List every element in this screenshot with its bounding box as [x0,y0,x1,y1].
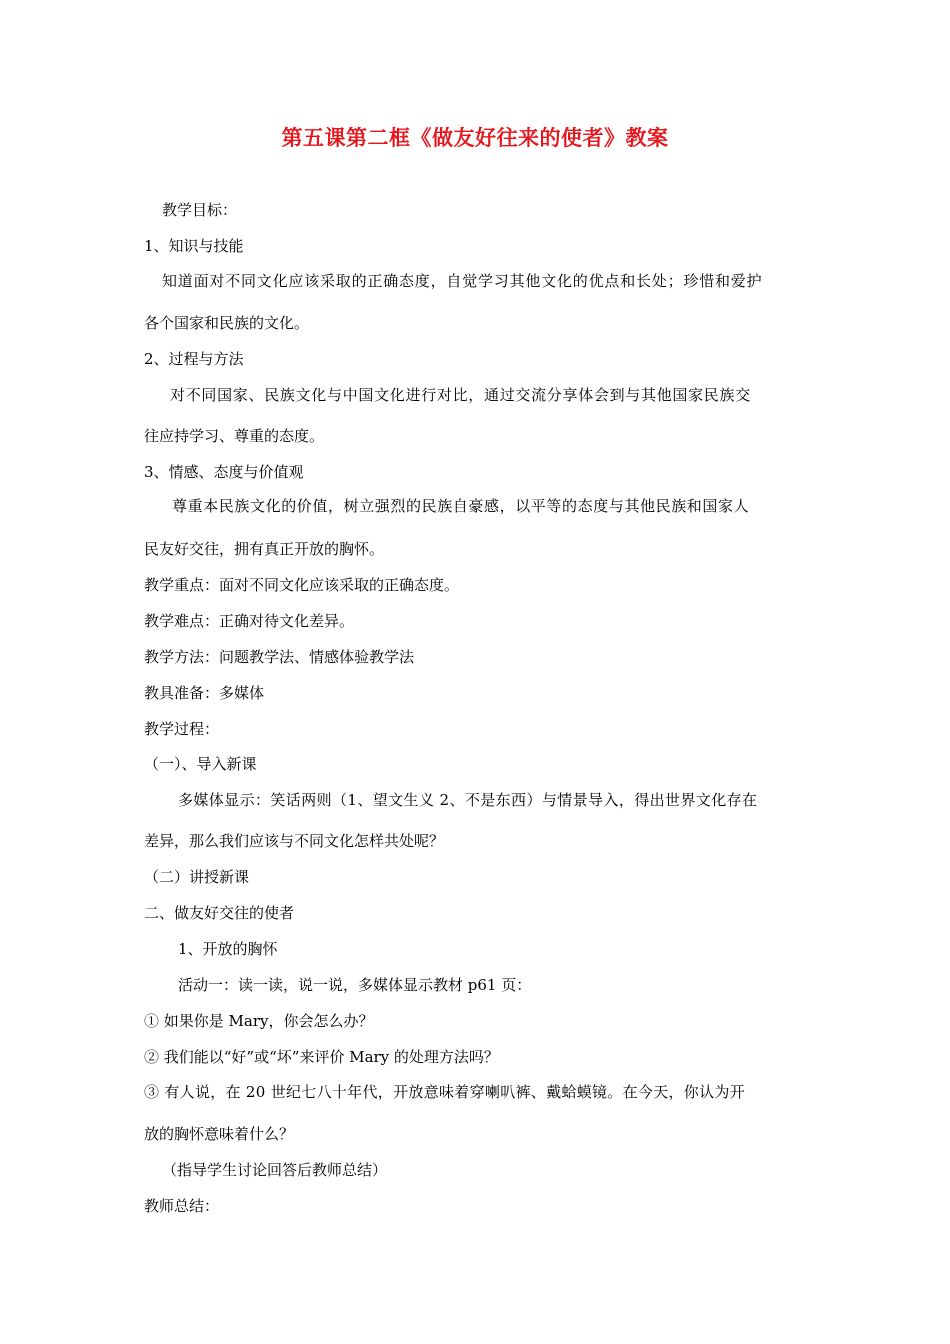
text-line: 多媒体显示：笑话两则（1、望文生义 2、不是东西）与情景导入，得出世界文化存在 [178,791,758,809]
text-line: 民友好交往，拥有真正开放的胸怀。 [144,540,385,558]
section-heading: （二）讲授新课 [144,868,250,886]
text-line: 各个国家和民族的文化。 [144,314,310,332]
text-line: 知道面对不同文化应该采取的正确态度，自觉学习其他文化的优点和长处；珍惜和爱护 [162,272,763,290]
text-line: 教学难点：正确对待文化差异。 [144,612,355,630]
question-item: ② 我们能以“好”或“坏”来评价 Mary 的处理方法吗？ [144,1048,499,1066]
text-line: 教学重点：面对不同文化应该采取的正确态度。 [144,576,460,594]
text-line: 对不同国家、民族文化与中国文化进行对比，通过交流分享体会到与其他国家民族交 [170,386,751,404]
text-line: 往应持学习、尊重的态度。 [144,427,325,445]
text-line: 教具准备：多媒体 [144,684,265,702]
section-heading: 2、过程与方法 [144,350,244,368]
section-heading: 二、做友好交往的使者 [144,904,295,922]
text-line: 教学目标： [162,201,238,219]
text-line: 教学方法：问题教学法、情感体验教学法 [144,648,415,666]
section-heading: （一）、导入新课 [144,755,257,773]
text-line: 教学过程： [144,720,220,738]
text-line: 教师总结： [144,1197,220,1215]
text-line: 尊重本民族文化的价值，树立强烈的民族自豪感，以平等的态度与其他民族和国家人 [172,497,750,515]
section-heading: 1、知识与技能 [144,237,244,255]
document-title: 第五课第二框《做友好往来的使者》教案 [281,126,669,150]
text-line: （指导学生讨论回答后教师总结） [162,1161,388,1179]
question-item: ③ 有人说，在 20 世纪七八十年代，开放意味着穿喇叭裤、戴蛤蟆镜。在今天，你认为开 [144,1083,745,1101]
text-line: 活动一：读一读，说一说，多媒体显示教材 p61 页： [178,976,532,994]
text-line: 放的胸怀意味着什么？ [144,1125,295,1143]
text-line: 差异，那么我们应该与不同文化怎样共处呢？ [144,832,445,850]
text-line: 1、开放的胸怀 [178,940,278,958]
section-heading: 3、情感、态度与价值观 [144,463,304,481]
question-item: ① 如果你是 Mary，你会怎么办？ [144,1012,374,1030]
